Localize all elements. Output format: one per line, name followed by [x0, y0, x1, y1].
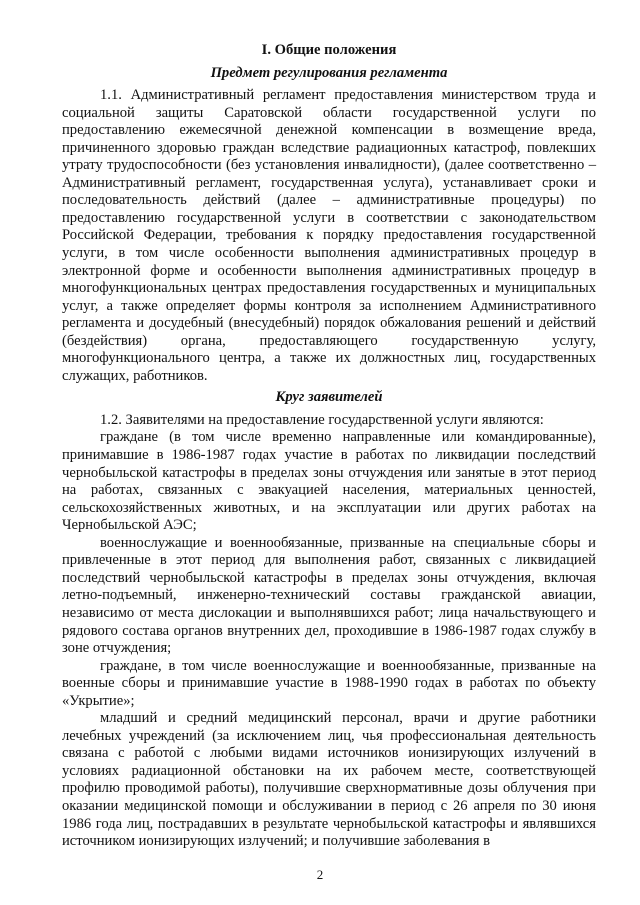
applicant-paragraph: граждане (в том числе временно направленные или командированные), принимавшие в 1986-1987 годах участие в работах по ликвидации последствий чернобыльской катастрофы в пределах зоны отчуждения или занятые в этот период на работах, связанных с эвакуацией населения, материальных ценностей, сельскохозяйственных животных, и на эксплуатации или других работах на Чернобыльской АЭС;: [62, 429, 596, 534]
subheading-regulation-subject: Предмет регулирования регламента: [210, 64, 448, 81]
applicant-paragraph: граждане, в том числе военнослужащие и военнообязанные, призванные на военные сборы и принимавшие участие в 1988-1990 годах в работах по объекту «Укрытие»;: [62, 657, 596, 709]
page-number: 2: [316, 867, 324, 882]
subheading-applicants: Круг заявителей: [275, 389, 383, 406]
applicant-paragraph: военнослужащие и военнообязанные, призванные на специальные сборы и привлеченные в этот период для выполнения работ, связанных с ликвидацией последствий чернобыльской катастрофы в пределах зоны отчуждения, включая летно-подъемный, инженерно-технический составы гражданской авиации, независимо от места дислокации и выполнявшихся работ; лица начальствующего и рядового состава органов внутренних дел, проходившие в 1986-1987 годах службу в зоне отчуждения;: [62, 534, 596, 657]
paragraph-1-2: 1.2. Заявителями на предоставление государственной услуги являются:: [100, 411, 544, 428]
section-title: I. Общие положения: [261, 42, 397, 58]
paragraph-1-1: 1.1. Административный регламент предоставления министерством труда и социальной защиты Саратовской области государственной услуги по предоставлению ежемесячной денежной компенсации в возмещение вреда, причиненного здоровью граждан вследствие радиационных катастроф, повлекших утрату трудоспособности (без установления инвалидности), (далее соответственно – Административный регламент, государственная услуга), устанавливает сроки и последовательность действий (далее – административные процедуры) по предоставлению государственной услуги в соответствии с законодательством Российской Федерации, требования к порядку предоставления государственной услуги, в том числе особенности выполнения административных процедур в электронной форме и особенности выполнения административных процедур в многофункциональных центрах предоставления государственных и муниципальных услуг, а также определяет формы контроля за исполнением Административного регламента и досудебный (внесудебный) порядок обжалования решений и действий (бездействия) органа, предоставляющего государственную услугу, многофункционального центра, а также их должностных лиц, государственных служащих, работников.: [62, 87, 596, 384]
applicant-paragraph: младший и средний медицинский персонал, врачи и другие работники лечебных учреждений (за исключением лиц, чья профессиональная деятельность связана с работой с любыми видами источников ионизирующих излучений в условиях радиационной обстановки на их рабочем месте, соответствующей профилю проводимой работы), получившие сверхнормативные дозы облучения при оказании медицинской помощи и обслуживании в период с 26 апреля по 30 июня 1986 года лиц, пострадавших в результате чернобыльской катастрофы и являвшихся источником ионизирующих излучений; и получившие заболевания в: [62, 710, 596, 850]
